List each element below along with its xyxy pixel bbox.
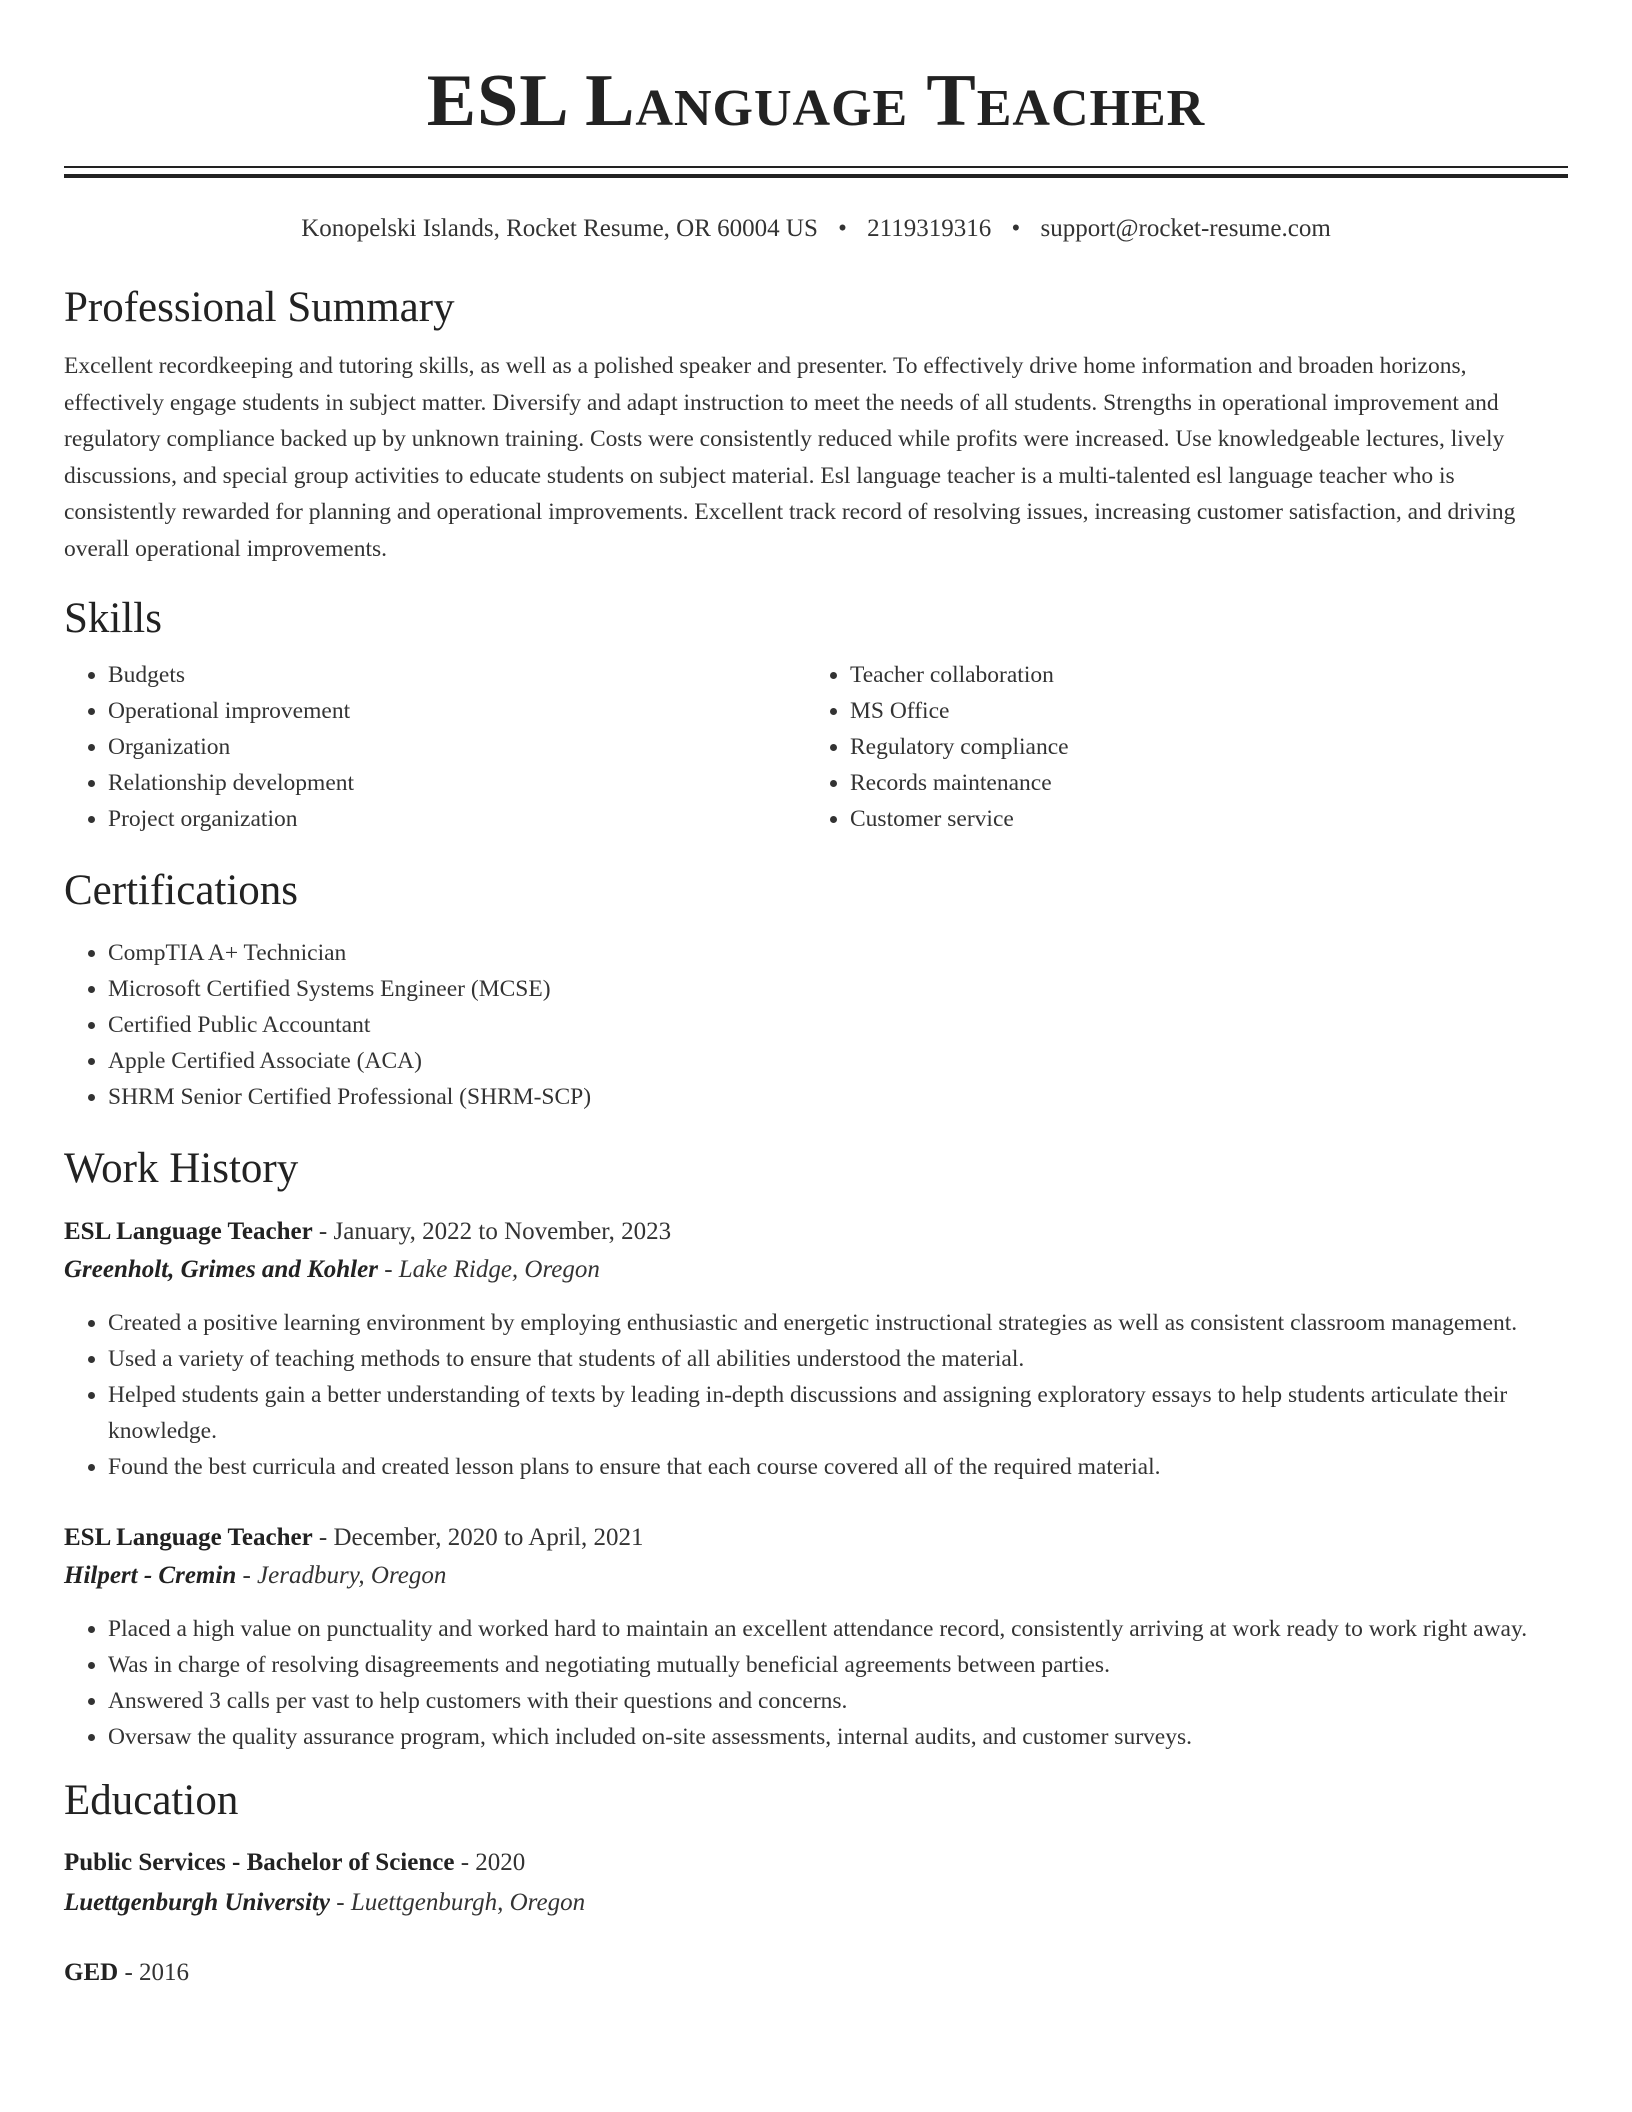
job-dates: - January, 2022 to November, 2023 xyxy=(312,1218,672,1245)
job-title-line xyxy=(64,1519,1568,1557)
job-company-line xyxy=(64,1557,1568,1595)
summary-section xyxy=(64,282,1568,567)
contact-separator: • xyxy=(1011,215,1021,242)
summary-heading: Professional Summary xyxy=(64,284,455,331)
job-company: Hilpert - Cremin xyxy=(64,1562,237,1589)
job-bullet: • Used a variety of teaching methods to ensure that students of all abilities understood the material. xyxy=(108,1341,1568,1377)
education-school-line xyxy=(64,1883,1568,1923)
job-bullet: • Oversaw the quality assurance program, which included on-site assessments, internal audits, and customer surveys. xyxy=(108,1719,1568,1755)
education-degree: Public Services - Bachelor of Science xyxy=(64,1849,455,1876)
education-section xyxy=(64,1775,1568,1993)
education-degree-line xyxy=(64,1953,1568,1993)
contact-phone: 2119319316 xyxy=(867,215,992,242)
job-bullet: • Helped students gain a better understanding of texts by leading in-depth discussions and assigning exploratory essays to help students articulate their knowledge. xyxy=(108,1377,1568,1449)
skill-item: • Organization xyxy=(108,729,806,765)
job-title-line xyxy=(64,1213,1568,1251)
job-dates: - December, 2020 to April, 2021 xyxy=(312,1524,644,1551)
education-entry xyxy=(64,1843,1568,1923)
contact-line xyxy=(64,214,1568,244)
education-heading: Education xyxy=(64,1777,239,1824)
skill-item: • Relationship development xyxy=(108,765,806,801)
job-bullet: • Was in charge of resolving disagreements and negotiating mutually beneficial agreements between parties. xyxy=(108,1647,1568,1683)
job-entry xyxy=(64,1213,1568,1485)
education-degree-line xyxy=(64,1843,1568,1883)
certification-item: • SHRM Senior Certified Professional (SHRM-SCP) xyxy=(108,1079,1568,1115)
contact-separator: • xyxy=(838,215,847,242)
contact-email[interactable]: support@rocket-resume.com xyxy=(1040,215,1331,242)
skill-item: • Customer service xyxy=(850,801,1548,837)
resume-name: ESL Language Teacher xyxy=(426,60,1206,142)
certification-item: • CompTIA A+ Technician xyxy=(108,935,1568,971)
job-location: - Jeradbury, Oregon xyxy=(236,1562,447,1589)
skills-grid xyxy=(64,657,1568,837)
education-degree: GED xyxy=(64,1959,119,1986)
skills-section xyxy=(64,593,1568,837)
certifications-section xyxy=(64,865,1568,1115)
job-title: ESL Language Teacher xyxy=(64,1218,313,1245)
skills-column-left xyxy=(64,657,806,837)
education-school: Luettgenburgh University xyxy=(64,1889,330,1916)
skill-item: • Project organization xyxy=(108,801,806,837)
skill-item: • Regulatory compliance xyxy=(850,729,1548,765)
job-bullet: • Placed a high value on punctuality and worked hard to maintain an excellent attendance record, consistently arriving at work ready to work right away. xyxy=(108,1611,1568,1647)
skill-item: • Budgets xyxy=(108,657,806,693)
job-bullet: • Created a positive learning environment by employing enthusiastic and energetic instructional strategies as well as consistent classroom management. xyxy=(108,1305,1568,1341)
work-history-heading: Work History xyxy=(64,1145,299,1192)
certification-item: • Microsoft Certified Systems Engineer (MCSE) xyxy=(108,971,1568,1007)
skill-item: • Teacher collaboration xyxy=(850,657,1548,693)
job-bullet: • Answered 3 calls per vast to help customers with their questions and concerns. xyxy=(108,1683,1568,1719)
skill-item: • Records maintenance xyxy=(850,765,1548,801)
skills-heading: Skills xyxy=(64,595,162,642)
job-location: - Lake Ridge, Oregon xyxy=(377,1256,600,1283)
education-year: - 2020 xyxy=(454,1849,526,1876)
certification-item: • Apple Certified Associate (ACA) xyxy=(108,1043,1568,1079)
skills-column-right xyxy=(806,657,1548,837)
education-year: - 2016 xyxy=(118,1959,190,1986)
header-double-rule xyxy=(64,166,1568,178)
skill-item: • MS Office xyxy=(850,693,1548,729)
education-entry xyxy=(64,1953,1568,1993)
contact-address: Konopelski Islands, Rocket Resume, OR 60004 US xyxy=(301,215,818,242)
skill-item: • Operational improvement xyxy=(108,693,806,729)
education-location: - Luettgenburgh, Oregon xyxy=(330,1889,586,1916)
job-bullet: • Found the best curricula and created lesson plans to ensure that each course covered all of the required material. xyxy=(108,1449,1568,1485)
certification-item: • Certified Public Accountant xyxy=(108,1007,1568,1043)
work-history-section xyxy=(64,1143,1568,1755)
job-company: Greenholt, Grimes and Kohler xyxy=(64,1256,378,1283)
job-entry xyxy=(64,1519,1568,1755)
job-company-line xyxy=(64,1251,1568,1289)
summary-text: Excellent recordkeeping and tutoring skills, as well as a polished speaker and presenter. To effectively drive home information and broaden horizons, effectively engage students in subject matter. Diversify and adapt instruction to meet the needs of all students. Strengths in operational improvement and regulatory compliance backed up by unknown training. Costs were consistently reduced while profits were increased. Use knowledgeable lectures, lively discussions, and special group activities to educate students on subject material. Esl language teacher is a multi-talented esl language teacher who is consistently rewarded for planning and operational improvements. Excellent track record of resolving issues, increasing customer satisfaction, and driving overall operational improvements. xyxy=(64,353,1516,562)
certifications-heading: Certifications xyxy=(64,867,299,914)
job-title: ESL Language Teacher xyxy=(64,1524,313,1551)
